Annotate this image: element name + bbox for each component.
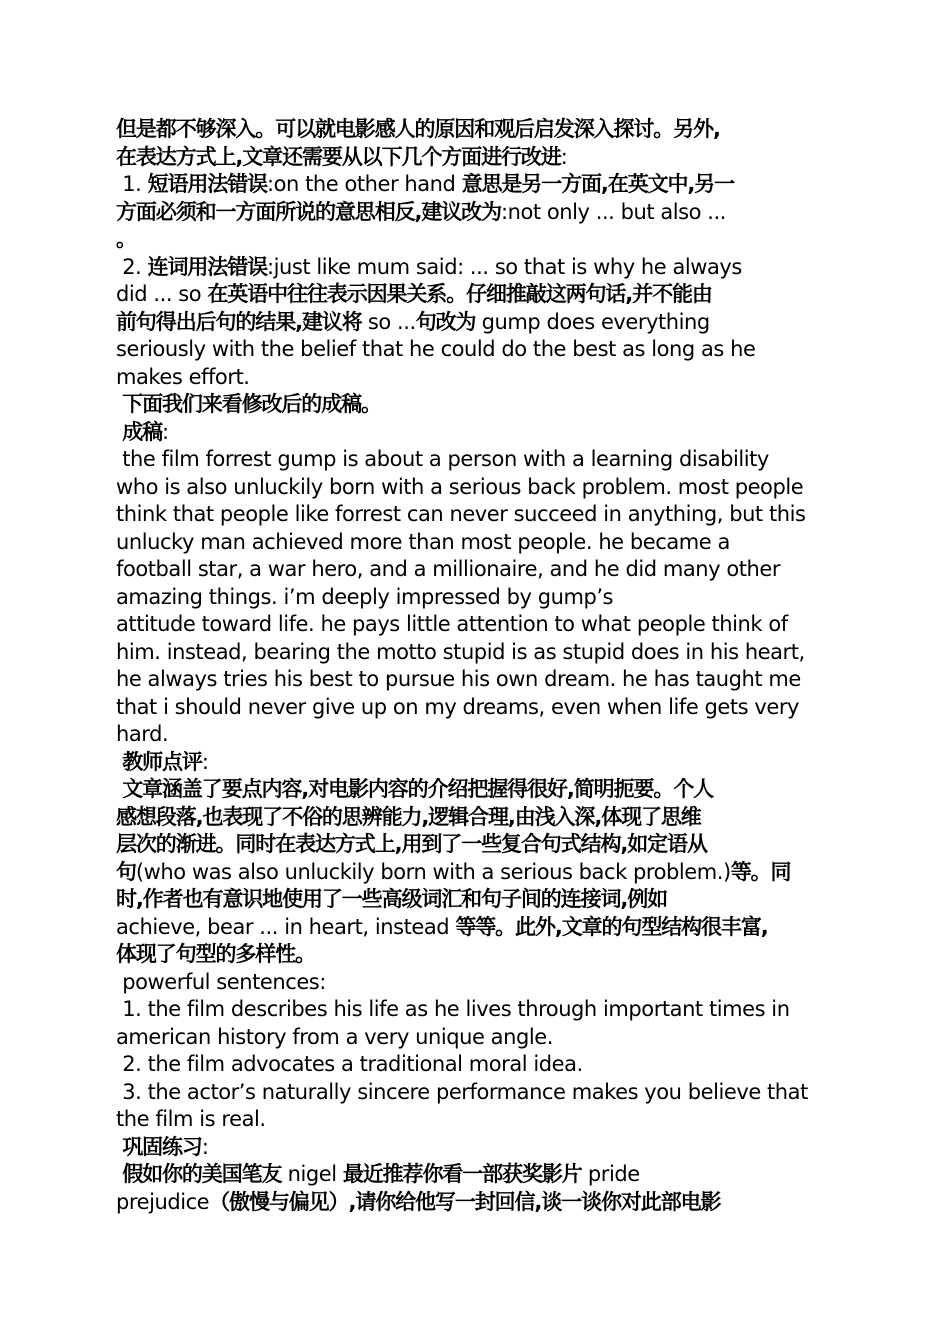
text-line [116,721,840,749]
text-segment: attitude toward life. he pays little attention to what people think of [116,612,788,636]
bold-text-segment: 方面必须和一方面所说的意思相反,建议改为 [116,199,501,224]
text-line [116,199,840,227]
text-segment: nigel [281,1162,343,1186]
bold-text-segment: 等。同 [730,859,791,884]
text-line [116,831,840,859]
text-line [116,996,840,1024]
bold-text-segment: 短语用法错误 [147,172,267,196]
text-segment: 2. the film advocates a traditional moral idea. [116,1052,583,1076]
text-segment: he always tries his best to pursue his own dream. he has taught me [116,667,801,691]
text-segment: amazing things. i’m deeply impressed by gump’s [116,584,614,609]
text-segment: :just like mum said: ... so that is why he always [267,254,742,279]
text-segment: achieve, bear ... in heart, instead [116,914,456,939]
text-line [116,886,840,914]
text-line [116,474,840,502]
text-segment: : [201,1134,209,1159]
text-line [116,1161,840,1189]
text-segment: the film forrest gump is about a person with a learning disability [116,447,769,471]
bold-text-segment: 句 [116,859,136,884]
text-line [116,254,840,282]
bold-text-segment: 巩固练习 [116,1134,202,1159]
text-line [116,969,840,997]
text-segment: so ... [361,309,416,334]
text-segment: the film is real. [116,1107,266,1131]
text-line [116,611,840,639]
bold-text-segment: 时,作者也有意识地使用了一些高级词汇和句子间的连接词,例如 [116,887,668,911]
text-line [116,144,840,172]
text-line [116,666,840,694]
text-line [116,1079,840,1107]
text-line [116,584,840,612]
text-segment: :not only ... but also ... [500,199,726,224]
text-line [116,914,840,942]
text-line [116,364,840,392]
text-segment: powerful sentences: [116,969,326,994]
text-segment: : [560,144,568,169]
text-segment: football star, a war hero, and a millionaire, and he did many other [116,557,781,581]
text-line [116,1024,840,1052]
text-line [116,1189,840,1217]
text-segment: makes effort. [116,364,250,389]
text-segment: pride [581,1162,640,1186]
text-segment: american history from a very unique angle. [116,1024,553,1049]
text-segment: : [201,749,209,774]
text-line [116,749,840,777]
text-segment: 1. [116,172,148,196]
text-segment: 1. the film describes his life as he lives through important times in [116,997,790,1021]
bold-text-segment: 。 [116,227,136,251]
text-segment: unlucky man achieved more than most people. he became a [116,529,730,554]
text-segment: 3. the actor’s naturally sincere performance makes you believe that [116,1079,808,1104]
text-segment: : [162,419,169,444]
bold-text-segment: 在英语中往往表示因果关系。仔细推敲这两句话,并不能由 [207,282,712,306]
text-segment: think that people like forrest can never succeed in anything, but this [116,502,806,526]
text-line [116,226,840,254]
bold-text-segment: 假如你的美国笔友 [116,1162,282,1186]
text-segment: him. instead, bearing the motto stupid is as stupid does in his heart, [116,639,805,664]
bold-text-segment: 体现了句型的多样性。 [116,942,315,966]
text-line [116,639,840,667]
bold-text-segment: 前句得出后句的结果,建议将 [116,309,362,334]
bold-text-segment: 等等。此外,文章的句型结构很丰富, [455,914,768,939]
text-line [116,776,840,804]
text-segment: seriously with the belief that he could do the best as long as he [116,337,756,361]
bold-text-segment: 连词用法错误 [147,254,267,279]
text-segment: 2. [116,254,148,279]
text-segment: gump does everything [475,309,710,334]
bold-text-segment: 意思是另一方面,在英文中,另一 [461,172,735,196]
bold-text-segment: 感想段落,也表现了不俗的思辨能力,逻辑合理,由浅入深,体现了思维 [116,804,701,829]
document-body [116,116,840,1216]
text-line [116,419,840,447]
text-line [116,556,840,584]
text-segment: :on the other hand [267,172,462,196]
text-segment: hard. [116,722,169,746]
bold-text-segment: 层次的渐进。同时在表达方式上,用到了一些复合句式结构,如定语从 [116,832,707,856]
text-line [116,859,840,887]
text-line [116,804,840,832]
text-line [116,529,840,557]
text-segment: that i should never give up on my dreams, even when life gets very [116,694,800,719]
text-segment: prejudice [116,1189,210,1214]
bold-text-segment: 教师点评 [116,749,202,774]
text-line [116,281,840,309]
bold-text-segment: （傲慢与偏见）,请你给他写一封回信,谈一谈你对此部电影 [209,1189,721,1214]
bold-text-segment: 最近推荐你看一部获奖影片 [342,1162,582,1186]
text-line [116,1134,840,1162]
text-line [116,941,840,969]
bold-text-segment: 下面我们来看修改后的成稿。 [116,392,381,416]
text-line [116,446,840,474]
text-segment: did ... so [116,282,208,306]
text-line [116,336,840,364]
text-line [116,501,840,529]
text-line [116,694,840,722]
bold-text-segment: 成稿 [116,419,163,444]
text-segment: (who was also unluckily born with a serious back problem.) [135,859,731,884]
text-line [116,1051,840,1079]
bold-text-segment: 句改为 [415,309,476,334]
bold-text-segment: 但是都不够深入。可以就电影感人的原因和观后启发深入探讨。另外, [116,117,720,141]
text-line [116,171,840,199]
bold-text-segment: 文章涵盖了要点内容,对电影内容的介绍把握得很好,简明扼要。个人 [116,777,714,801]
bold-text-segment: 在表达方式上,文章还需要从以下几个方面进行改进 [116,144,561,169]
text-line [116,116,840,144]
text-line [116,1106,840,1134]
text-line [116,391,840,419]
text-segment: who is also unluckily born with a serious back problem. most people [116,474,804,499]
text-line [116,309,840,337]
